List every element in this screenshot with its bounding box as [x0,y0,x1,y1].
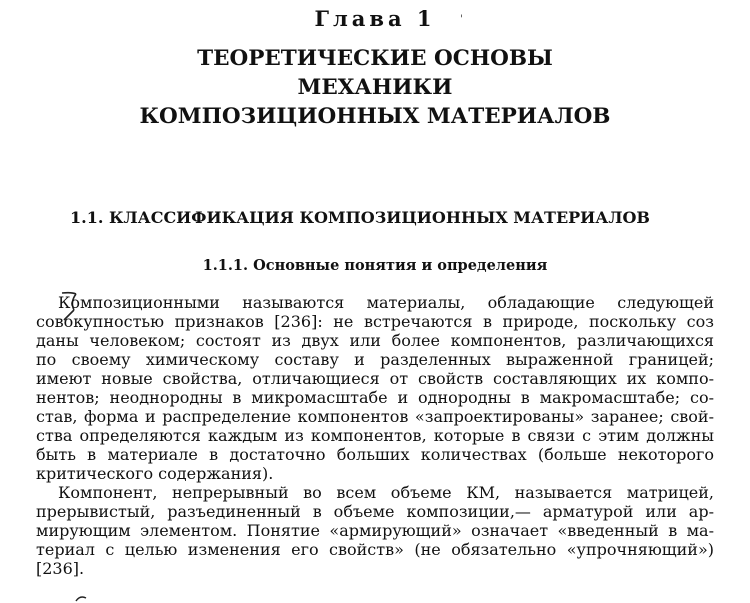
subsection-heading: 1.1.1. Основные понятия и определения [202,257,548,274]
paragraph-line: Композиционными называются материалы, обладающие следующей [58,293,714,312]
stray-mark: ' [460,14,463,25]
paragraph-line: Компонент, непрерывный во всем объеме КМ, называется матрицей, [58,483,714,502]
section-heading: 1.1. КЛАССИФИКАЦИЯ КОМПОЗИЦИОННЫХ МАТЕРИАЛОВ [70,208,650,227]
paragraph-line: нентов; неоднородны в микромасштабе и однородны в макромасштабе; со- [36,388,714,407]
paragraph-line: прерывистый, разъединенный в объеме композиции,— арматурой или ар- [36,502,714,521]
handwritten-mark [74,594,88,603]
paragraph-line: быть в материале в достаточно больших количествах (больше некоторого [36,445,714,464]
paragraph-line: критического содержания). [36,464,274,483]
chapter-label: Глава 1 [314,6,436,31]
chapter-title-line: ТЕОРЕТИЧЕСКИЕ ОСНОВЫ [197,46,553,71]
paragraph-line: совокупностью признаков [236]: не встречаются в природе, поскольку соз [36,312,714,331]
paragraph-line: [236]. [36,559,85,578]
chapter-title-line: КОМПОЗИЦИОННЫХ МАТЕРИАЛОВ [139,104,611,129]
paragraph-line: ства определяются каждым из компонентов, которые в связи с этим должны [36,426,714,445]
paragraph-line: имеют новые свойства, отличающиеся от свойств составляющих их компо- [36,369,714,388]
paragraph-line: мирующим элементом. Понятие «армирующий» означает «введенный в ма- [36,521,714,540]
paragraph-line: став, форма и распределение компонентов «запроектированы» заранее; свой- [36,407,714,426]
paragraph-line: даны человеком; состоят из двух или более компонентов, различающихся [36,331,714,350]
paragraph-line: по своему химическому составу и разделенных выраженной границей; [36,350,714,369]
chapter-title [0,44,750,131]
paragraph-line: териал с целью изменения его свойств» (не обязательно «упрочняющий») [36,540,714,559]
chapter-title-line: МЕХАНИКИ [297,75,453,100]
